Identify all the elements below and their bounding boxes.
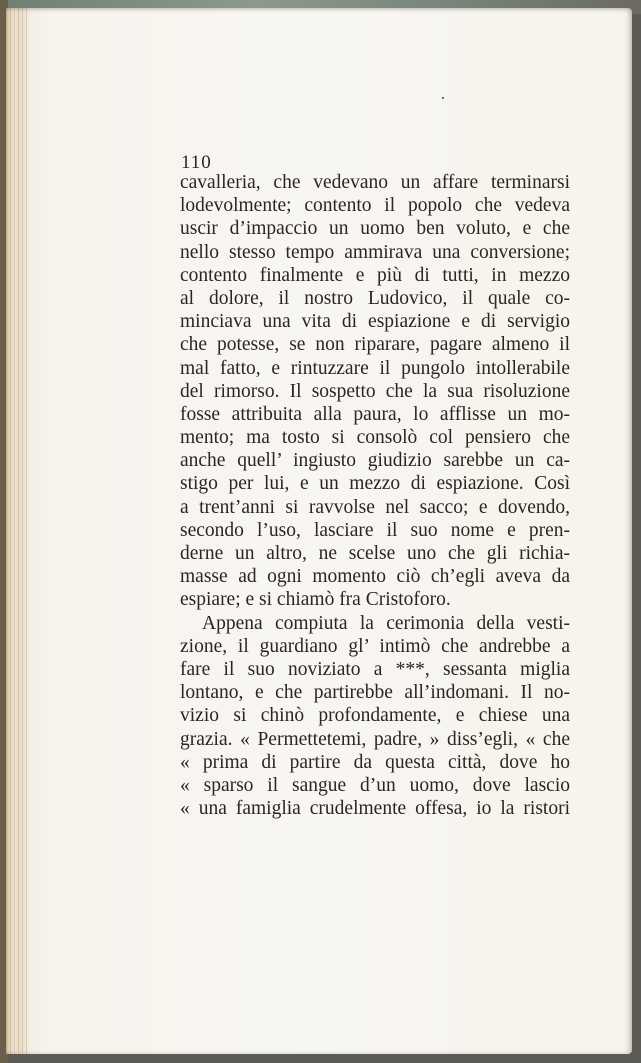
text-line: che potesse, se non riparare, pagare almeno il	[180, 334, 570, 356]
paragraph-start-line: Appena compiuta la cerimonia della vesti-	[202, 612, 570, 634]
text-line: masse ad ogni momento ciò ch’egli aveva da	[180, 566, 570, 588]
text-line: fosse attribuita alla paura, lo afflisse un mo-	[180, 403, 570, 425]
text-line: « prima di partire da questa città, dove ho	[180, 751, 570, 773]
text-line: a trent’anni si ravvolse nel sacco; e dovendo,	[180, 496, 570, 518]
text-line: lontano, e che partirebbe all’indomani. Il no-	[180, 682, 570, 704]
text-line: derne un altro, ne scelse uno che gli richia-	[180, 543, 570, 564]
page-gutter-edges	[6, 8, 28, 1054]
text-line: del rimorso. Il sospetto che la sua risoluzione	[180, 380, 570, 402]
text-line: contento finalmente e più di tutti, in mezzo	[180, 264, 570, 286]
text-line: lodevolmente; contento il popolo che vedeva	[180, 195, 570, 217]
text-line: mal fatto, e rintuzzare il pungolo intollerabile	[180, 357, 570, 379]
text-line: vizio si chinò profondamente, e chiese una	[180, 705, 570, 727]
text-line: minciava una vita di espiazione e di servigio	[180, 311, 570, 333]
text-line: mento; ma tosto si consolò col pensiero che	[180, 427, 570, 449]
paper-speck	[442, 97, 444, 99]
text-line: fare il suo noviziato a ***, sessanta miglia	[180, 658, 570, 680]
text-line: « sparso il sangue d’un uomo, dove lascio	[180, 774, 570, 796]
text-line: al dolore, il nostro Ludovico, il quale co-	[180, 287, 570, 309]
text-line: zione, il guardiano gl’ intimò che andrebbe a	[180, 635, 570, 657]
text-line: uscir d’impaccio un uomo ben voluto, e che	[180, 218, 570, 240]
text-line: stigo per lui, e un mezzo di espiazione. Così	[180, 473, 570, 495]
text-line: secondo l’uso, lasciare il suo nome e pren-	[180, 519, 570, 541]
body-text	[180, 171, 570, 820]
text-line: grazia. « Permettetemi, padre, » diss’egli, « che	[180, 728, 570, 750]
page-number: 110	[181, 152, 212, 173]
text-line: cavalleria, che vedevano un affare terminarsi	[180, 172, 570, 193]
text-line: anche quell’ ingiusto giudizio sarebbe un ca-	[180, 450, 570, 472]
text-line: nello stesso tempo ammirava una conversione;	[180, 241, 570, 263]
paragraph-end-line: espiare; e si chiamò fra Cristoforo.	[180, 589, 451, 611]
text-line: « una famiglia crudelmente offesa, io la ristori	[180, 798, 570, 820]
